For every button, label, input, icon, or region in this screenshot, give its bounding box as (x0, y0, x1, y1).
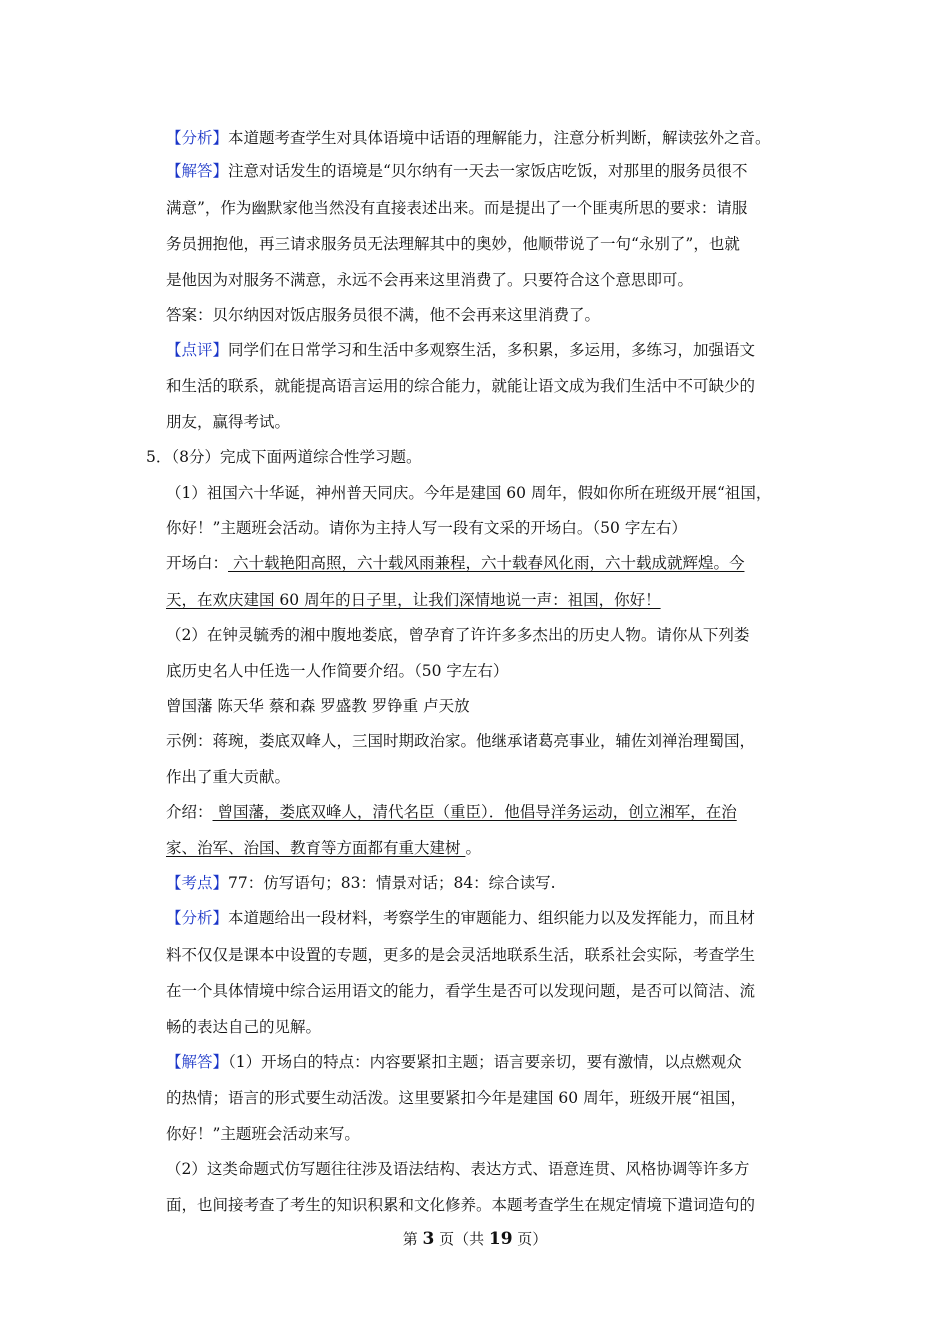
intro-answer: 介绍： 曾国藩，娄底双峰人，清代名臣（重臣）．他倡导洋务运动，创立湘军，在治 (166, 803, 737, 821)
comment-paragraph: 【点评】同学们在日常学习和生活中多观察生活，多积累，多运用，多练习，加强语文 (166, 341, 756, 359)
text-line: 和生活的联系，就能提高语言运用的综合能力，就能让语文成为我们生活中不可缺少的 (166, 377, 756, 395)
text-line: 家、治军、治国、教育等方面都有重大建树 。 (166, 839, 481, 857)
text-line: 朋友，赢得考试。 (166, 413, 291, 431)
answer-paragraph: 【解答】注意对话发生的语境是“贝尔纳有一天去一家饭店吃饭，对那里的服务员很不 (166, 162, 748, 180)
text-line: 底历史名人中任选一人作简要介绍。（50 字左右） (166, 662, 509, 680)
text-line: （2）在钟灵毓秀的湘中腹地娄底，曾孕育了许许多多杰出的历史人物。请你从下列娄 (166, 626, 750, 644)
text-line: 的热情；语言的形式要生动活泼。这里要紧扣今年是建国 60 周年，班级开展“祖国， (166, 1089, 747, 1107)
total-pages: 19 (488, 1229, 513, 1249)
text-line: 是他因为对服务不满意，永远不会再来这里消费了。只要符合这个意思即可。 (166, 271, 694, 289)
knowledge-paragraph: 【考点】77：仿写语句；83：情景对话；84：综合读写. (166, 874, 556, 892)
answer-tag: 【解答】 (166, 162, 229, 180)
text-line: 你好！”主题班会活动。请你为主持人写一段有文采的开场白。（50 字左右） (166, 519, 687, 537)
question-5-stem: 5．（8分）完成下面两道综合性学习题。 (146, 448, 422, 466)
text-line: （2）这类命题式仿写题往往涉及语法结构、表达方式、语意连贯、风格协调等许多方 (166, 1160, 750, 1178)
text-line: （1）祖国六十华诞，神州普天同庆。今年是建国 60 周年，假如你所在班级开展“祖国， (166, 484, 772, 502)
names-list: 曾国藩 陈天华 蔡和森 罗盛教 罗铮重 卢天放 (166, 697, 470, 715)
text-line: 你好！”主题班会活动来写。 (166, 1125, 360, 1143)
example-text: 示例：蒋琬，娄底双峰人，三国时期政治家。他继承诸葛亮事业，辅佐刘禅治理蜀国， (166, 732, 756, 750)
text-line: 满意”，作为幽默家他当然没有直接表述出来。而是提出了一个匪夷所思的要求：请服 (166, 199, 748, 217)
comment-tag: 【点评】 (166, 341, 229, 359)
text-line: 在一个具体情境中综合运用语文的能力，看学生是否可以发现问题，是否可以简洁、流 (166, 982, 756, 1000)
answer-paragraph: 【解答】（1）开场白的特点：内容要紧扣主题；语言要亲切，要有激情，以点燃观众 (166, 1053, 742, 1071)
text-line: 面，也间接考查了考生的知识积累和文化修养。本题考查学生在规定情境下遣词造句的 (166, 1196, 756, 1214)
text-line: 天，在欢庆建国 60 周年的日子里，让我们深情地说一声：祖国，你好！ (166, 591, 661, 609)
analysis-paragraph: 【分析】本道题给出一段材料，考察学生的审题能力、组织能力以及发挥能力，而且材 (166, 909, 756, 927)
text-line: 作出了重大贡献。 (166, 768, 291, 786)
analysis-tag: 【分析】 (166, 909, 229, 927)
answer-tag: 【解答】 (166, 1053, 229, 1071)
text-line: 料不仅仅是课本中设置的专题，更多的是会灵活地联系生活，联系社会实际，考查学生 (166, 946, 756, 964)
text-line: 务员拥抱他，再三请求服务员无法理解其中的奥妙，他顺带说了一句“永别了”，也就 (166, 235, 740, 253)
answer-text: 答案：贝尔纳因对饭店服务员很不满，他不会再来这里消费了。 (166, 306, 601, 324)
page-number: 3 (422, 1229, 435, 1249)
text-line: 畅的表达自己的见解。 (166, 1018, 322, 1036)
opening-answer: 开场白： 六十载艳阳高照，六十载风雨兼程，六十载春风化雨，六十载成就辉煌。今 (166, 554, 745, 572)
page-footer: 第 3 页（共 19 页） (402, 1229, 548, 1249)
analysis-tag: 【分析】 (166, 129, 229, 147)
analysis-paragraph: 【分析】本道题考查学生对具体语境中话语的理解能力，注意分析判断，解读弦外之音。 (166, 129, 771, 147)
knowledge-tag: 【考点】 (166, 874, 229, 892)
